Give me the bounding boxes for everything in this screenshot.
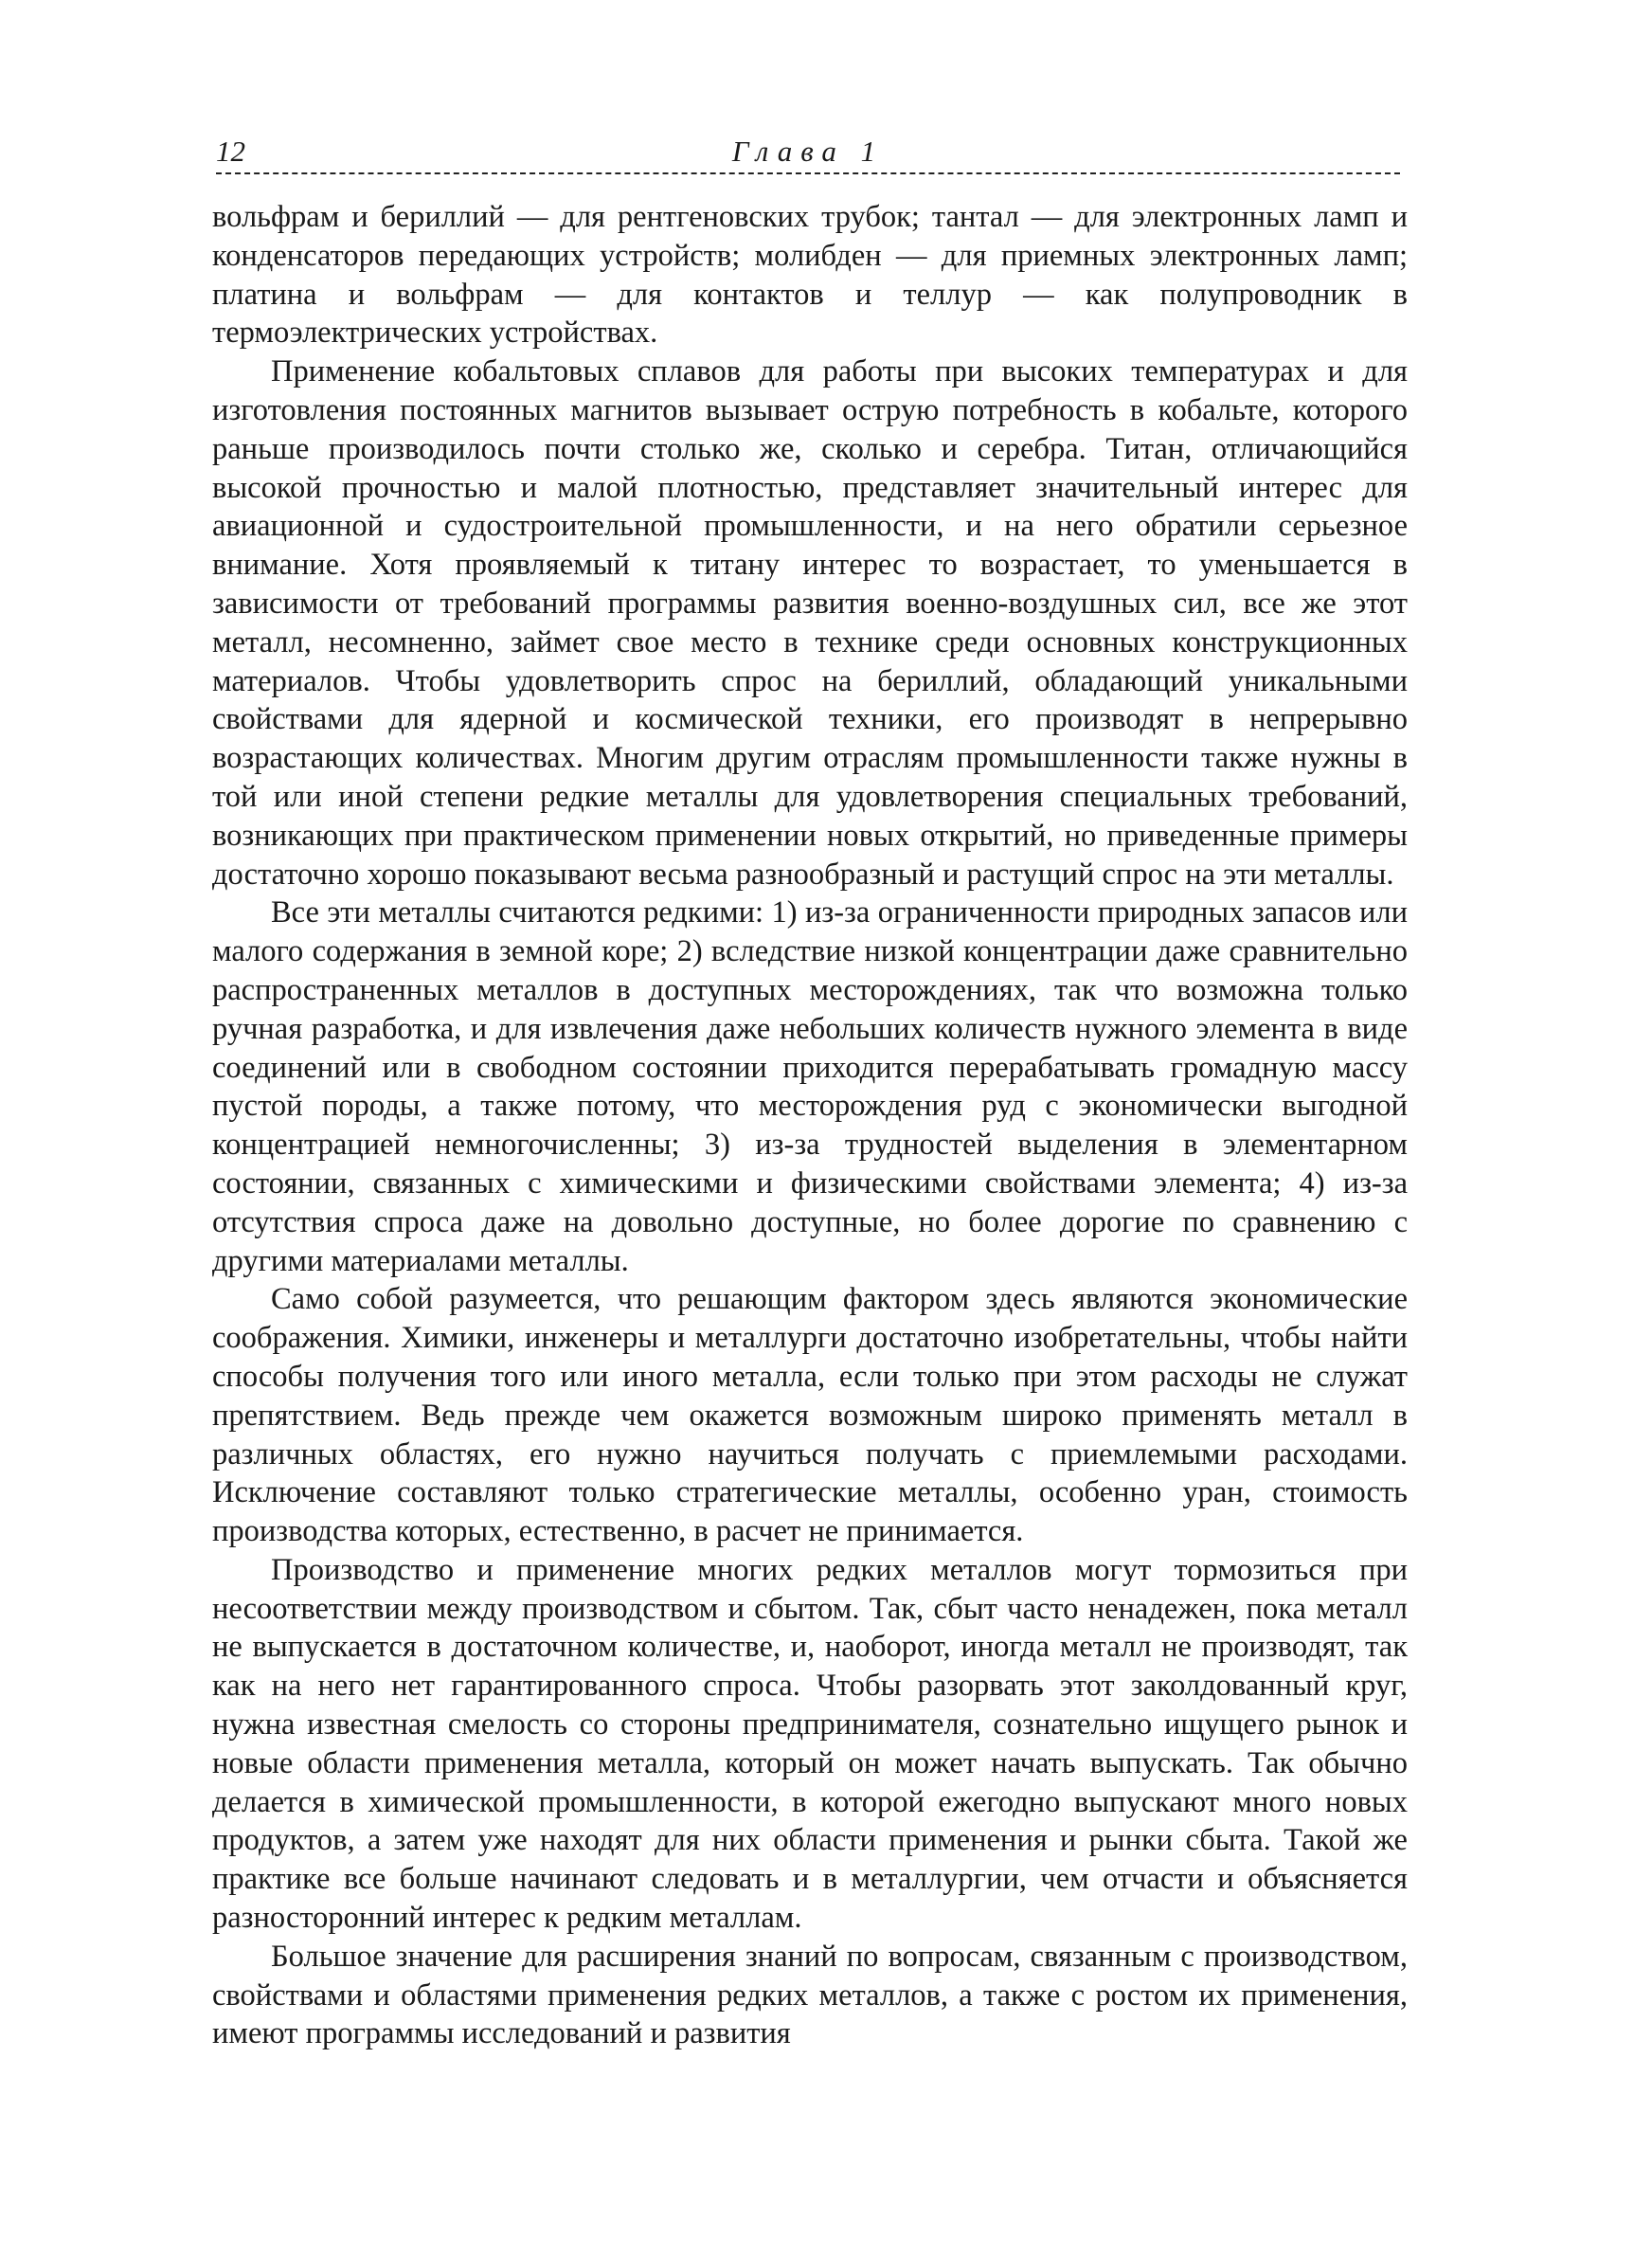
paragraph-5: Производство и применение многих редких металлов могут тормозиться при несоответствии между производством и сбытом. Так, сбыт часто ненадежен, пока металл не выпускается в достаточном количестве, и, наоборот, иногда металл не производят, так как на него нет гарантированного спроса. Чтобы разорвать этот заколдованный круг, нужна известная смелость со стороны предпринимателя, сознательно ищущего рынок и новые области применения металла, который он может начать выпускать. Так обычно делается в химической промышленности, в которой ежегодно выпускают много новых продуктов, а затем уже находят для них области применения и рынки сбыта. Такой же практике все больше начинают следовать и в металлургии, чем отчасти и объясняется разносторонний интерес к редким металлам. xyxy=(212,1552,1408,1936)
paragraph-3: Все эти металлы считаются редкими: 1) из-за ограниченности природных запасов или малого содержания в земной коре; 2) вследствие низкой концентрации даже сравнительно распространенных металлов в доступных месторождениях, так что возможна только ручная разработка, и для извлечения даже небольших количеств нужного элемента в виде соединений или в свободном состоянии приходится перерабатывать громадную массу пустой породы, а также потому, что месторождения руд с экономически выгодной концентрацией немногочисленны; 3) из-за трудностей выделения в элементарном состоянии, связанных с химическими и физическими свойствами элемента; 4) из-за отсутствия спроса даже на довольно доступные, но более дорогие по сравнению с другими материалами металлы. xyxy=(212,895,1408,1278)
paragraph-2: Применение кобальтовых сплавов для работы при высоких температурах и для изготовления постоянных магнитов вызывает острую потребность в кобальте, которого раньше производилось почти столько же, сколько и серебра. Титан, отличающийся высокой прочностью и малой плотностью, представляет значительный интерес для авиационной и судостроительной промышленности, и на него обратили серьезное внимание. Хотя проявляемый к титану интерес то возрастает, то уменьшается в зависимости от требований программы развития военно-воздушных сил, все же этот металл, несомненно, займет свое место в технике среди основных конструкционных материалов. Чтобы удовлетворить спрос на бериллий, обладающий уникальными свойствами для ядерной и космической техники, его производят в непрерывно возрастающих количествах. Многим другим отраслям промышленности также нужны в той или иной степени редкие металлы для удовлетворения специальных требований, возникающих при практическом применении новых открытий, но приведенные примеры достаточно хорошо показывают весьма разнообразный и растущий спрос на эти металлы. xyxy=(212,354,1408,892)
paragraph-1: вольфрам и бериллий — для рентгеновских трубок; тантал — для электронных ламп и конденсаторов передающих устройств; молибден — для приемных электронных ламп; платина и вольфрам — для контактов и теллур — как полупроводник в термоэлектрических устройствах. xyxy=(212,200,1408,351)
paragraph-4: Само собой разумеется, что решающим фактором здесь являются экономические соображения. Химики, инженеры и металлурги достаточно изобретательны, чтобы найти способы получения того или иного металла, если только при этом расходы не служат препятствием. Ведь прежде чем окажется возможным широко применять металл в различных областях, его нужно научиться получать с приемлемыми расходами. Исключение составляют только стратегические металлы, особенно уран, стоимость производства которых, естественно, в расчет не принимается. xyxy=(212,1282,1408,1549)
paragraph-6: Большое значение для расширения знаний по вопросам, связанным с производством, свойствами и областями применения редких металлов, а также с ростом их применения, имеют программы исследований и развития xyxy=(212,1939,1408,2051)
chapter-title xyxy=(216,135,1400,169)
running-header xyxy=(216,135,1400,176)
body-text xyxy=(212,198,1408,2053)
header-rule xyxy=(216,172,1400,174)
chapter-title-text: Глава 1 xyxy=(723,135,893,168)
page-number: 12 xyxy=(216,135,253,169)
